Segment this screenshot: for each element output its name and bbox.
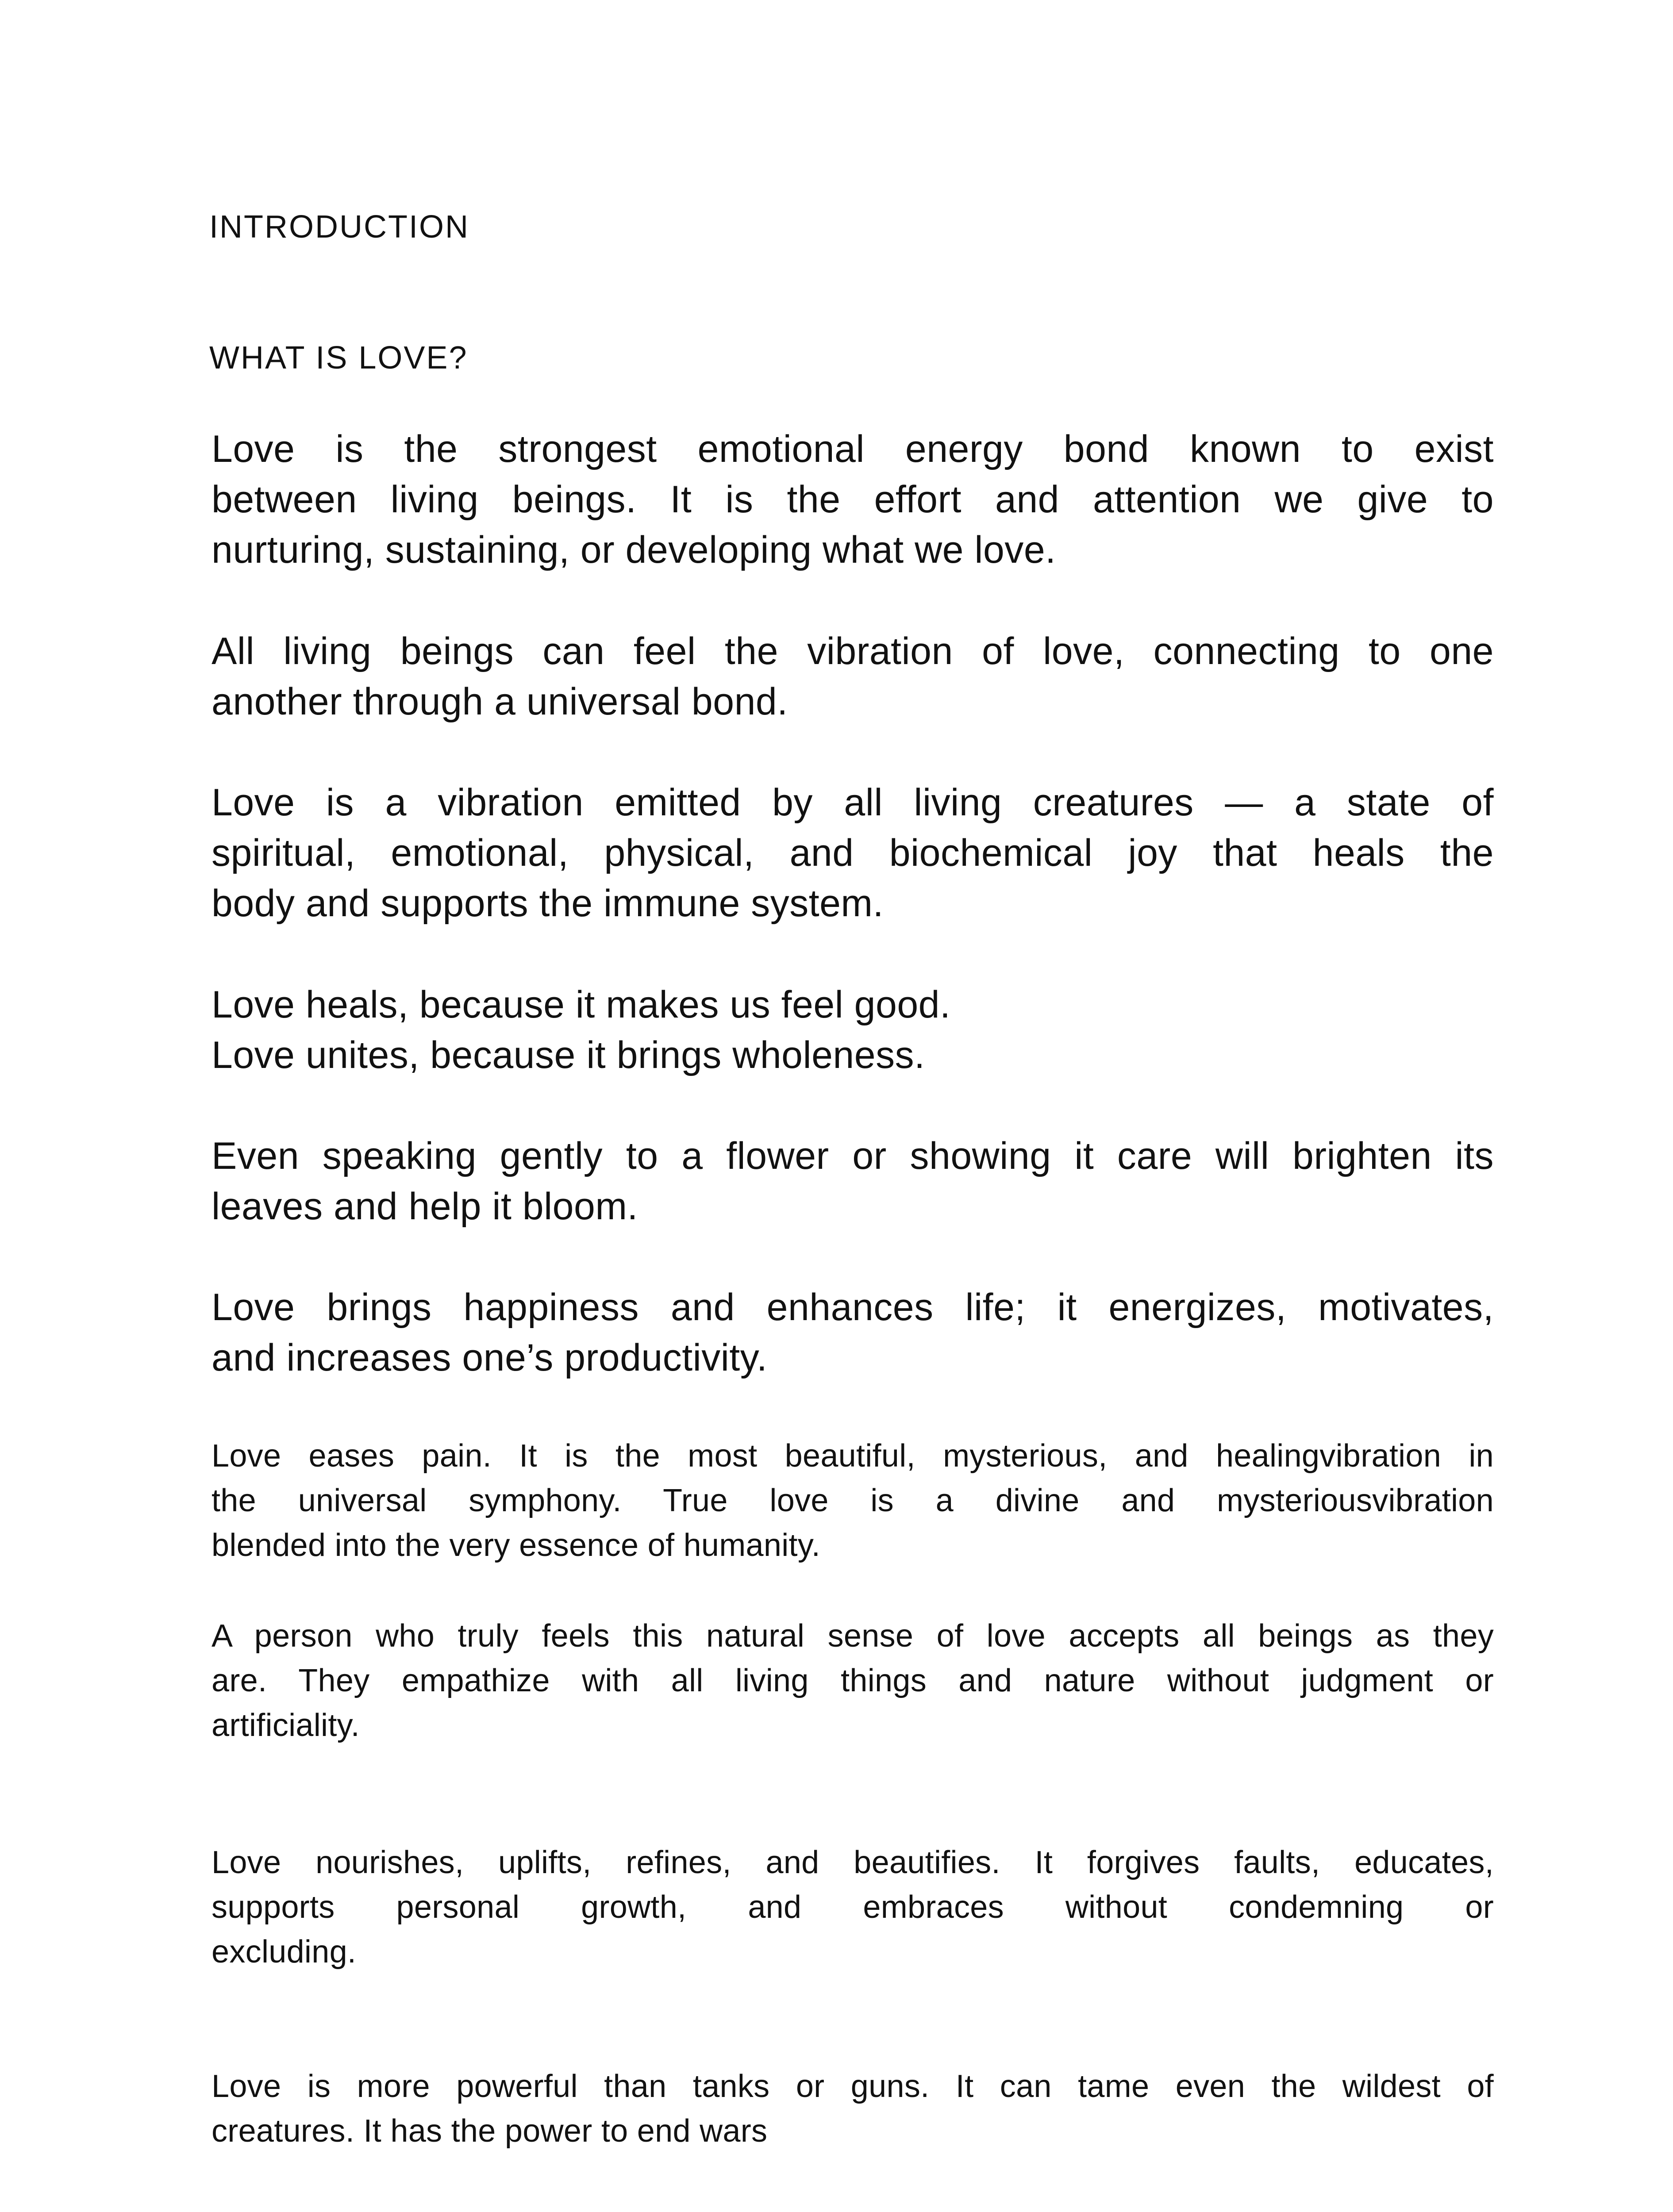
page-subtitle: WHAT IS LOVE? xyxy=(209,340,468,376)
paragraph-line: and increases one’s productivity. xyxy=(212,1336,768,1379)
paragraph-line: excluding. xyxy=(212,1934,357,1970)
paragraph-line: Love is a vibration emitted by all living creatures — a state of xyxy=(212,781,1494,824)
paragraph-line: are. They empathize with all living things and nature without judgment or xyxy=(212,1663,1494,1698)
paragraph-line: artificiality. xyxy=(212,1708,360,1743)
paragraph-line: blended into the very essence of humanity. xyxy=(212,1528,821,1563)
paragraph-line: Love eases pain. It is the most beautiful, mysterious, and healingvibration in xyxy=(212,1438,1494,1474)
paragraph-line: nurturing, sustaining, or developing what we love. xyxy=(212,529,1056,571)
paragraph-7 xyxy=(212,1434,1494,1568)
paragraph-8 xyxy=(212,1614,1494,1748)
paragraph-1 xyxy=(212,424,1494,575)
paragraph-10 xyxy=(212,2064,1494,2154)
paragraph-line: Love is more powerful than tanks or guns. It can tame even the wildest of xyxy=(212,2069,1494,2104)
section-title: INTRODUCTION xyxy=(209,209,469,245)
paragraph-line: supports personal growth, and embraces without condemning or xyxy=(212,1889,1494,1925)
paragraph-line: A person who truly feels this natural sense of love accepts all beings as they xyxy=(212,1618,1494,1654)
paragraph-6 xyxy=(212,1282,1494,1383)
paragraph-3 xyxy=(212,777,1494,929)
paragraph-line: body and supports the immune system. xyxy=(212,882,884,925)
paragraph-line: Love heals, because it makes us feel good. xyxy=(212,983,951,1026)
paragraph-line: another through a universal bond. xyxy=(212,680,788,723)
paragraph-4 xyxy=(212,979,1494,1080)
paragraph-line: Love unites, because it brings wholeness. xyxy=(212,1034,925,1076)
paragraph-line: Even speaking gently to a flower or showing it care will brighten its xyxy=(212,1135,1494,1177)
paragraph-line: Love is the strongest emotional energy bond known to exist xyxy=(212,428,1494,470)
paragraph-line: between living beings. It is the effort and attention we give to xyxy=(212,478,1494,521)
paragraph-line: spiritual, emotional, physical, and biochemical joy that heals the xyxy=(212,832,1494,874)
paragraph-line: Love brings happiness and enhances life; it energizes, motivates, xyxy=(212,1286,1494,1329)
paragraph-line: creatures. It has the power to end wars xyxy=(212,2113,768,2149)
paragraph-line: All living beings can feel the vibration of love, connecting to one xyxy=(212,630,1494,672)
paragraph-line: leaves and help it bloom. xyxy=(212,1185,638,1228)
paragraph-9 xyxy=(212,1840,1494,1974)
paragraph-5 xyxy=(212,1131,1494,1232)
paragraph-line: Love nourishes, uplifts, refines, and beautifies. It forgives faults, educates, xyxy=(212,1845,1494,1880)
paragraph-line: the universal symphony. True love is a divine and mysteriousvibration xyxy=(212,1483,1494,1518)
paragraph-2 xyxy=(212,626,1494,727)
